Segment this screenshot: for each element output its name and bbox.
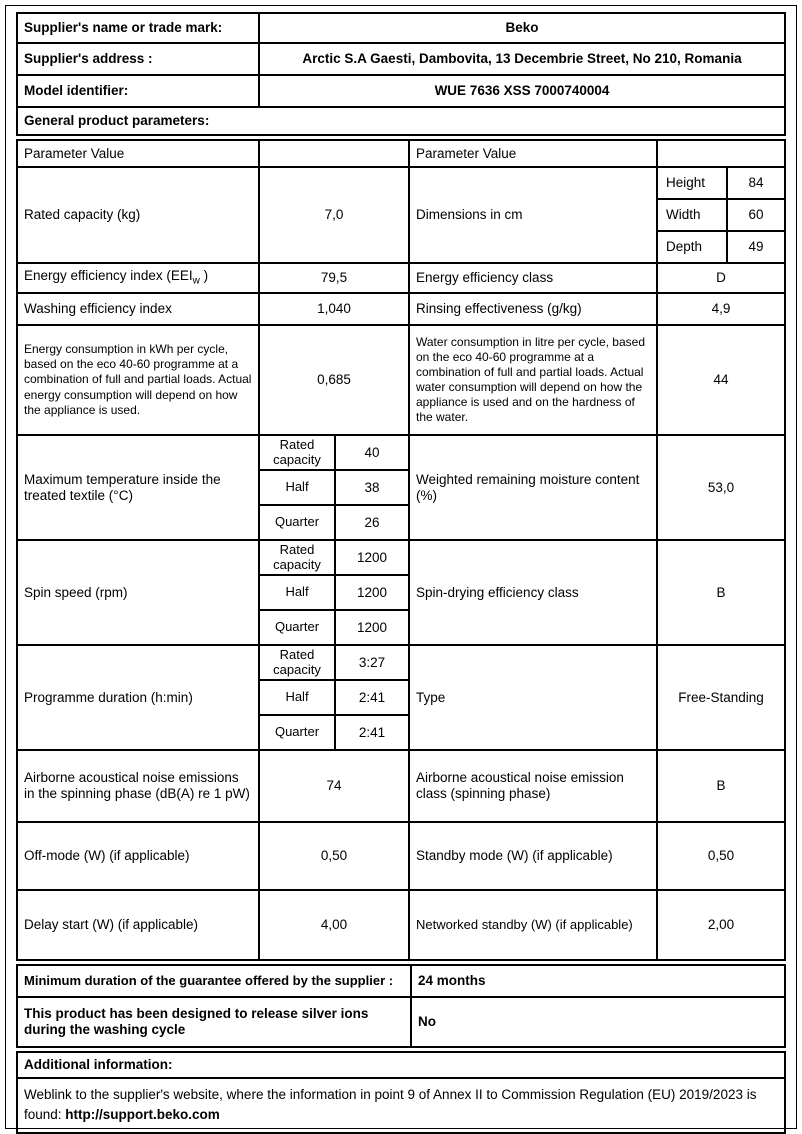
rinsing-label: Rinsing effectiveness (g/kg) xyxy=(410,294,658,324)
spin-half-value: 1200 xyxy=(356,584,388,600)
spin-rated-row xyxy=(260,541,408,576)
dimension-row-height xyxy=(658,168,784,200)
row-guarantee xyxy=(18,966,784,998)
guarantee-table xyxy=(16,964,786,1048)
spin-quarter-value: 1200 xyxy=(356,619,388,635)
spin-speed-subtable xyxy=(260,541,410,644)
spin-rated-value: 1200 xyxy=(356,549,388,565)
eei-label-text: Energy efficiency index ($EEI_w$ ) xyxy=(24,268,209,287)
max-temp-half-row xyxy=(260,471,408,506)
row-general-parameters-header xyxy=(18,108,784,134)
duration-half-label: Half xyxy=(260,681,336,714)
max-temp-rated-value: 40 xyxy=(364,444,380,460)
max-temp-rated-label: Rated capacity xyxy=(260,436,336,469)
row-column-headers xyxy=(18,141,784,168)
dimension-row-width xyxy=(658,200,784,232)
row-off-standby xyxy=(18,823,784,891)
row-washing-rinsing xyxy=(18,294,784,326)
column-header-left-value xyxy=(260,141,410,166)
washing-index-label: Washing efficiency index xyxy=(18,294,260,324)
eei-subscript: w xyxy=(192,275,200,287)
max-temp-half-value: 38 xyxy=(364,479,380,495)
spin-half-row xyxy=(260,576,408,611)
dimension-height-value: 84 xyxy=(748,175,764,191)
max-temp-quarter-value: 26 xyxy=(364,514,380,530)
supplier-address-label: Supplier's address : xyxy=(18,44,260,74)
energy-class-label: Energy efficiency class xyxy=(410,264,658,292)
supplier-name-value: Beko xyxy=(505,20,539,36)
spin-class-label: Spin-drying efficiency class xyxy=(410,541,658,644)
duration-quarter-label: Quarter xyxy=(260,716,336,749)
duration-quarter-row xyxy=(260,716,408,749)
duration-label: Programme duration (h:min) xyxy=(18,646,260,749)
weblink-text xyxy=(18,1079,784,1132)
delay-start-label: Delay start (W) (if applicable) xyxy=(18,891,260,959)
additional-info-table xyxy=(16,1051,786,1134)
off-mode-value: 0,50 xyxy=(260,823,410,889)
duration-rated-row xyxy=(260,646,408,681)
guarantee-label: Minimum duration of the guarantee offered by the supplier : xyxy=(18,966,412,996)
dimension-row-depth xyxy=(658,232,784,262)
standby-label: Standby mode (W) (if applicable) xyxy=(410,823,658,889)
rinsing-value: 4,9 xyxy=(711,301,731,317)
max-temp-subtable xyxy=(260,436,410,539)
type-value: Free-Standing xyxy=(678,689,764,705)
row-programme-duration xyxy=(18,646,784,751)
max-temp-rated-row xyxy=(260,436,408,471)
supplier-info-table xyxy=(16,12,786,136)
spin-speed-label: Spin speed (rpm) xyxy=(18,541,260,644)
networked-standby-label: Networked standby (W) (if applicable) xyxy=(410,891,658,959)
additional-info-header: Additional information: xyxy=(24,1057,173,1073)
dimensions-label: Dimensions in cm xyxy=(410,168,658,262)
duration-rated-label: Rated capacity xyxy=(260,646,336,679)
max-temp-quarter-label: Quarter xyxy=(260,506,336,539)
silver-ions-value: No xyxy=(418,1014,436,1030)
column-header-right-value xyxy=(658,141,784,166)
model-identifier-value: WUE 7636 XSS 7000740004 xyxy=(434,83,610,99)
row-silver-ions xyxy=(18,998,784,1046)
rated-capacity-value: 7,0 xyxy=(260,168,410,262)
weblink-description: Weblink to the supplier's website, where the information in point 9 of Annex II to Commission Regulation (EU) 2019/2023 is found: xyxy=(24,1087,757,1123)
rated-capacity-label: Rated capacity (kg) xyxy=(18,168,260,262)
row-supplier-name xyxy=(18,14,784,44)
row-consumption xyxy=(18,326,784,436)
moisture-value: 53,0 xyxy=(707,479,735,495)
duration-half-row xyxy=(260,681,408,716)
duration-rated-value: 3:27 xyxy=(358,654,386,670)
eei-label xyxy=(18,264,260,292)
noise-label: Airborne acoustical noise emissions in the spinning phase (dB(A) re 1 pW) xyxy=(18,751,260,821)
row-noise xyxy=(18,751,784,823)
max-temp-half-label: Half xyxy=(260,471,336,504)
general-parameters-header: General product parameters: xyxy=(24,113,210,129)
networked-standby-value: 2,00 xyxy=(707,917,735,933)
duration-subtable xyxy=(260,646,410,749)
row-supplier-address xyxy=(18,44,784,76)
dimension-width-value: 60 xyxy=(748,207,764,223)
column-header-left: Parameter Value xyxy=(18,141,260,166)
column-header-right: Parameter Value xyxy=(410,141,658,166)
max-temp-quarter-row xyxy=(260,506,408,539)
energy-class-value: D xyxy=(716,270,726,286)
dimension-depth-value: 49 xyxy=(748,239,764,255)
noise-class-label: Airborne acoustical noise emission class (spinning phase) xyxy=(410,751,658,821)
silver-ions-label: This product has been designed to release silver ions during the washing cycle xyxy=(18,998,412,1046)
model-identifier-label: Model identifier: xyxy=(18,76,260,106)
row-additional-header xyxy=(18,1053,784,1079)
weblink-url: http://support.beko.com xyxy=(65,1107,220,1123)
energy-consumption-value: 0,685 xyxy=(260,326,410,434)
dimension-width-label: Width xyxy=(658,200,728,230)
spin-class-value: B xyxy=(716,584,726,600)
dimension-depth-label: Depth xyxy=(658,232,728,262)
spin-quarter-row xyxy=(260,611,408,644)
moisture-label: Weighted remaining moisture content (%) xyxy=(410,436,658,539)
max-temp-label: Maximum temperature inside the treated textile (°C) xyxy=(18,436,260,539)
row-max-temperature xyxy=(18,436,784,541)
water-consumption-value: 44 xyxy=(713,372,729,388)
dimensions-subtable xyxy=(658,168,784,262)
eei-value: 79,5 xyxy=(260,264,410,292)
noise-value: 74 xyxy=(260,751,410,821)
spin-rated-label: Rated capacity xyxy=(260,541,336,574)
water-consumption-label: Water consumption in litre per cycle, based on the eco 40-60 programme at a combination of full and partial loads. Actual water consumption will depend on how the appliance is used and on the hardness of the water. xyxy=(410,326,658,434)
row-capacity-dimensions xyxy=(18,168,784,264)
delay-start-value: 4,00 xyxy=(260,891,410,959)
washing-index-value: 1,040 xyxy=(260,294,410,324)
dimension-height-label: Height xyxy=(658,168,728,198)
row-weblink xyxy=(18,1079,784,1132)
energy-consumption-label: Energy consumption in kWh per cycle, based on the eco 40-60 programme at a combination of full and partial loads. Actual energy consumption will depend on how the appliance is used. xyxy=(18,326,260,434)
row-spin-speed xyxy=(18,541,784,646)
product-fiche xyxy=(5,5,797,1129)
supplier-name-label: Supplier's name or trade mark: xyxy=(18,14,260,42)
duration-quarter-value: 2:41 xyxy=(358,724,386,740)
spin-half-label: Half xyxy=(260,576,336,609)
parameters-table xyxy=(16,139,786,961)
spin-quarter-label: Quarter xyxy=(260,611,336,644)
guarantee-value: 24 months xyxy=(418,973,486,989)
duration-half-value: 2:41 xyxy=(358,689,386,705)
noise-class-value: B xyxy=(716,778,726,794)
row-energy-efficiency xyxy=(18,264,784,294)
standby-value: 0,50 xyxy=(707,848,735,864)
supplier-address-value: Arctic S.A Gaesti, Dambovita, 13 Decembrie Street, No 210, Romania xyxy=(302,51,742,67)
row-delay-networked xyxy=(18,891,784,959)
type-label: Type xyxy=(410,646,658,749)
off-mode-label: Off-mode (W) (if applicable) xyxy=(18,823,260,889)
row-model-identifier xyxy=(18,76,784,108)
